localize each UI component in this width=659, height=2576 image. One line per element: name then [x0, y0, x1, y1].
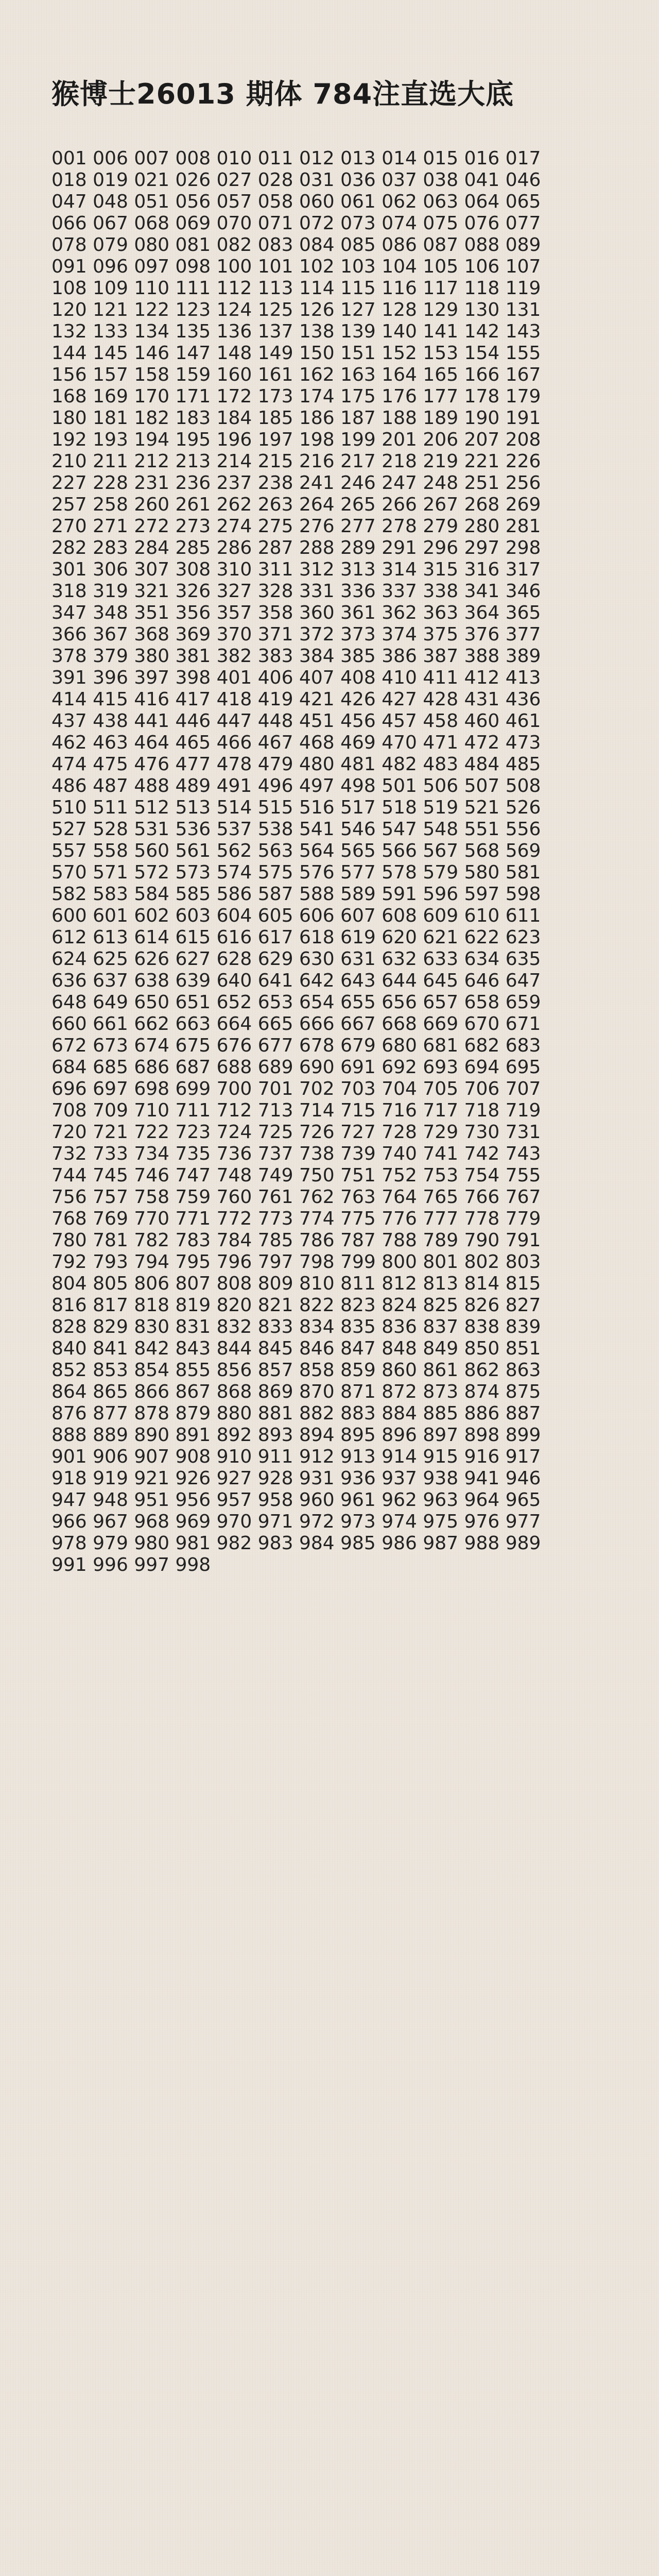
number-line: 091 096 097 098 100 101 102 103 104 105 106 107	[51, 256, 541, 277]
number-line: 660 661 662 663 664 665 666 667 668 669 670 671	[51, 1013, 541, 1035]
number-line: 570 571 572 573 574 575 576 577 578 579 580 581	[51, 862, 541, 883]
number-line: 864 865 866 867 868 869 870 871 872 873 874 875	[51, 1381, 541, 1402]
number-line: 600 601 602 603 604 605 606 607 608 609 610 611	[51, 905, 541, 926]
number-line: 966 967 968 969 970 971 972 973 974 975 976 977	[51, 1511, 541, 1532]
number-line: 792 793 794 795 796 797 798 799 800 801 802 803	[51, 1251, 541, 1273]
note-body	[51, 148, 628, 1576]
number-line: 282 283 284 285 286 287 288 289 291 296 297 298	[51, 537, 541, 558]
number-line: 744 745 746 747 748 749 750 751 752 753 754 755	[51, 1165, 541, 1186]
number-line: 978 979 980 981 982 983 984 985 986 987 988 989	[51, 1533, 541, 1554]
number-line: 768 769 770 771 772 773 774 775 776 777 778 779	[51, 1208, 541, 1229]
number-line: 078 079 080 081 082 083 084 085 086 087 088 089	[51, 234, 541, 256]
number-line: 301 306 307 308 310 311 312 313 314 315 316 317	[51, 559, 541, 580]
note-title: 猴博士26013 期体 784注直选大底	[51, 78, 514, 110]
number-line: 257 258 260 261 262 263 264 265 266 267 268 269	[51, 494, 541, 515]
number-line: 720 721 722 723 724 725 726 727 728 729 730 731	[51, 1122, 541, 1143]
number-line: 120 121 122 123 124 125 126 127 128 129 130 131	[51, 299, 541, 320]
number-line: 876 877 878 879 880 881 882 883 884 885 886 887	[51, 1403, 541, 1424]
number-line: 732 733 734 735 736 737 738 739 740 741 742 743	[51, 1143, 541, 1164]
number-line: 192 193 194 195 196 197 198 199 201 206 207 208	[51, 429, 541, 450]
number-line: 918 919 921 926 927 928 931 936 937 938 941 946	[51, 1468, 541, 1489]
number-line: 901 906 907 908 910 911 912 913 914 915 916 917	[51, 1446, 541, 1467]
number-line: 852 853 854 855 856 857 858 859 860 861 862 863	[51, 1360, 541, 1381]
number-line: 414 415 416 417 418 419 421 426 427 428 431 436	[51, 689, 541, 710]
number-line: 756 757 758 759 760 761 762 763 764 765 766 767	[51, 1187, 541, 1208]
number-line: 318 319 321 326 327 328 331 336 337 338 341 346	[51, 581, 541, 602]
number-line: 816 817 818 819 820 821 822 823 824 825 826 827	[51, 1295, 541, 1316]
number-line: 947 948 951 956 957 958 960 961 962 963 964 965	[51, 1489, 541, 1511]
number-line: 210 211 212 213 214 215 216 217 218 219 221 226	[51, 451, 541, 472]
number-line: 378 379 380 381 382 383 384 385 386 387 388 389	[51, 646, 541, 667]
number-line: 437 438 441 446 447 448 451 456 457 458 460 461	[51, 710, 541, 732]
number-line: 001 006 007 008 010 011 012 013 014 015 016 017	[51, 148, 541, 169]
number-line: 108 109 110 111 112 113 114 115 116 117 118 119	[51, 278, 541, 299]
number-line: 366 367 368 369 370 371 372 373 374 375 376 377	[51, 624, 541, 645]
number-line: 462 463 464 465 466 467 468 469 470 471 472 473	[51, 732, 541, 753]
number-line: 391 396 397 398 401 406 407 408 410 411 412 413	[51, 667, 541, 688]
number-line: 828 829 830 831 832 833 834 835 836 837 838 839	[51, 1316, 541, 1337]
number-line: 612 613 614 615 616 617 618 619 620 621 622 623	[51, 927, 541, 948]
number-line: 804 805 806 807 808 809 810 811 812 813 814 815	[51, 1273, 541, 1294]
number-line: 018 019 021 026 027 028 031 036 037 038 041 046	[51, 170, 541, 191]
number-line: 780 781 782 783 784 785 786 787 788 789 790 791	[51, 1230, 541, 1251]
number-line: 474 475 476 477 478 479 480 481 482 483 484 485	[51, 754, 541, 775]
number-line: 527 528 531 536 537 538 541 546 547 548 551 556	[51, 819, 541, 840]
number-line: 066 067 068 069 070 071 072 073 074 075 076 077	[51, 213, 541, 234]
number-line: 636 637 638 639 640 641 642 643 644 645 646 647	[51, 970, 541, 991]
number-line: 168 169 170 171 172 173 174 175 176 177 178 179	[51, 386, 541, 407]
number-line: 684 685 686 687 688 689 690 691 692 693 694 695	[51, 1057, 541, 1078]
number-line: 557 558 560 561 562 563 564 565 566 567 568 569	[51, 840, 541, 861]
number-line: 648 649 650 651 652 653 654 655 656 657 658 659	[51, 992, 541, 1013]
number-line: 696 697 698 699 700 701 702 703 704 705 706 707	[51, 1078, 541, 1099]
number-line: 047 048 051 056 057 058 060 061 062 063 064 065	[51, 191, 541, 212]
number-line: 510 511 512 513 514 515 516 517 518 519 521 526	[51, 797, 541, 818]
number-line: 144 145 146 147 148 149 150 151 152 153 154 155	[51, 343, 541, 364]
number-line: 888 889 890 891 892 893 894 895 896 897 898 899	[51, 1425, 541, 1446]
number-line: 991 996 997 998	[51, 1554, 211, 1575]
number-line: 624 625 626 627 628 629 630 631 632 633 634 635	[51, 948, 541, 970]
number-line: 180 181 182 183 184 185 186 187 188 189 190 191	[51, 408, 541, 429]
number-line: 672 673 674 675 676 677 678 679 680 681 682 683	[51, 1035, 541, 1056]
number-line: 270 271 272 273 274 275 276 277 278 279 280 281	[51, 516, 541, 537]
number-line: 227 228 231 236 237 238 241 246 247 248 251 256	[51, 472, 541, 494]
number-line: 708 709 710 711 712 713 714 715 716 717 718 719	[51, 1100, 541, 1121]
number-line: 486 487 488 489 491 496 497 498 501 506 507 508	[51, 775, 541, 796]
number-line: 132 133 134 135 136 137 138 139 140 141 142 143	[51, 321, 541, 342]
number-line: 582 583 584 585 586 587 588 589 591 596 597 598	[51, 884, 541, 905]
number-line: 840 841 842 843 844 845 846 847 848 849 850 851	[51, 1338, 541, 1359]
number-line: 156 157 158 159 160 161 162 163 164 165 166 167	[51, 364, 541, 385]
number-line: 347 348 351 356 357 358 360 361 362 363 364 365	[51, 602, 541, 623]
